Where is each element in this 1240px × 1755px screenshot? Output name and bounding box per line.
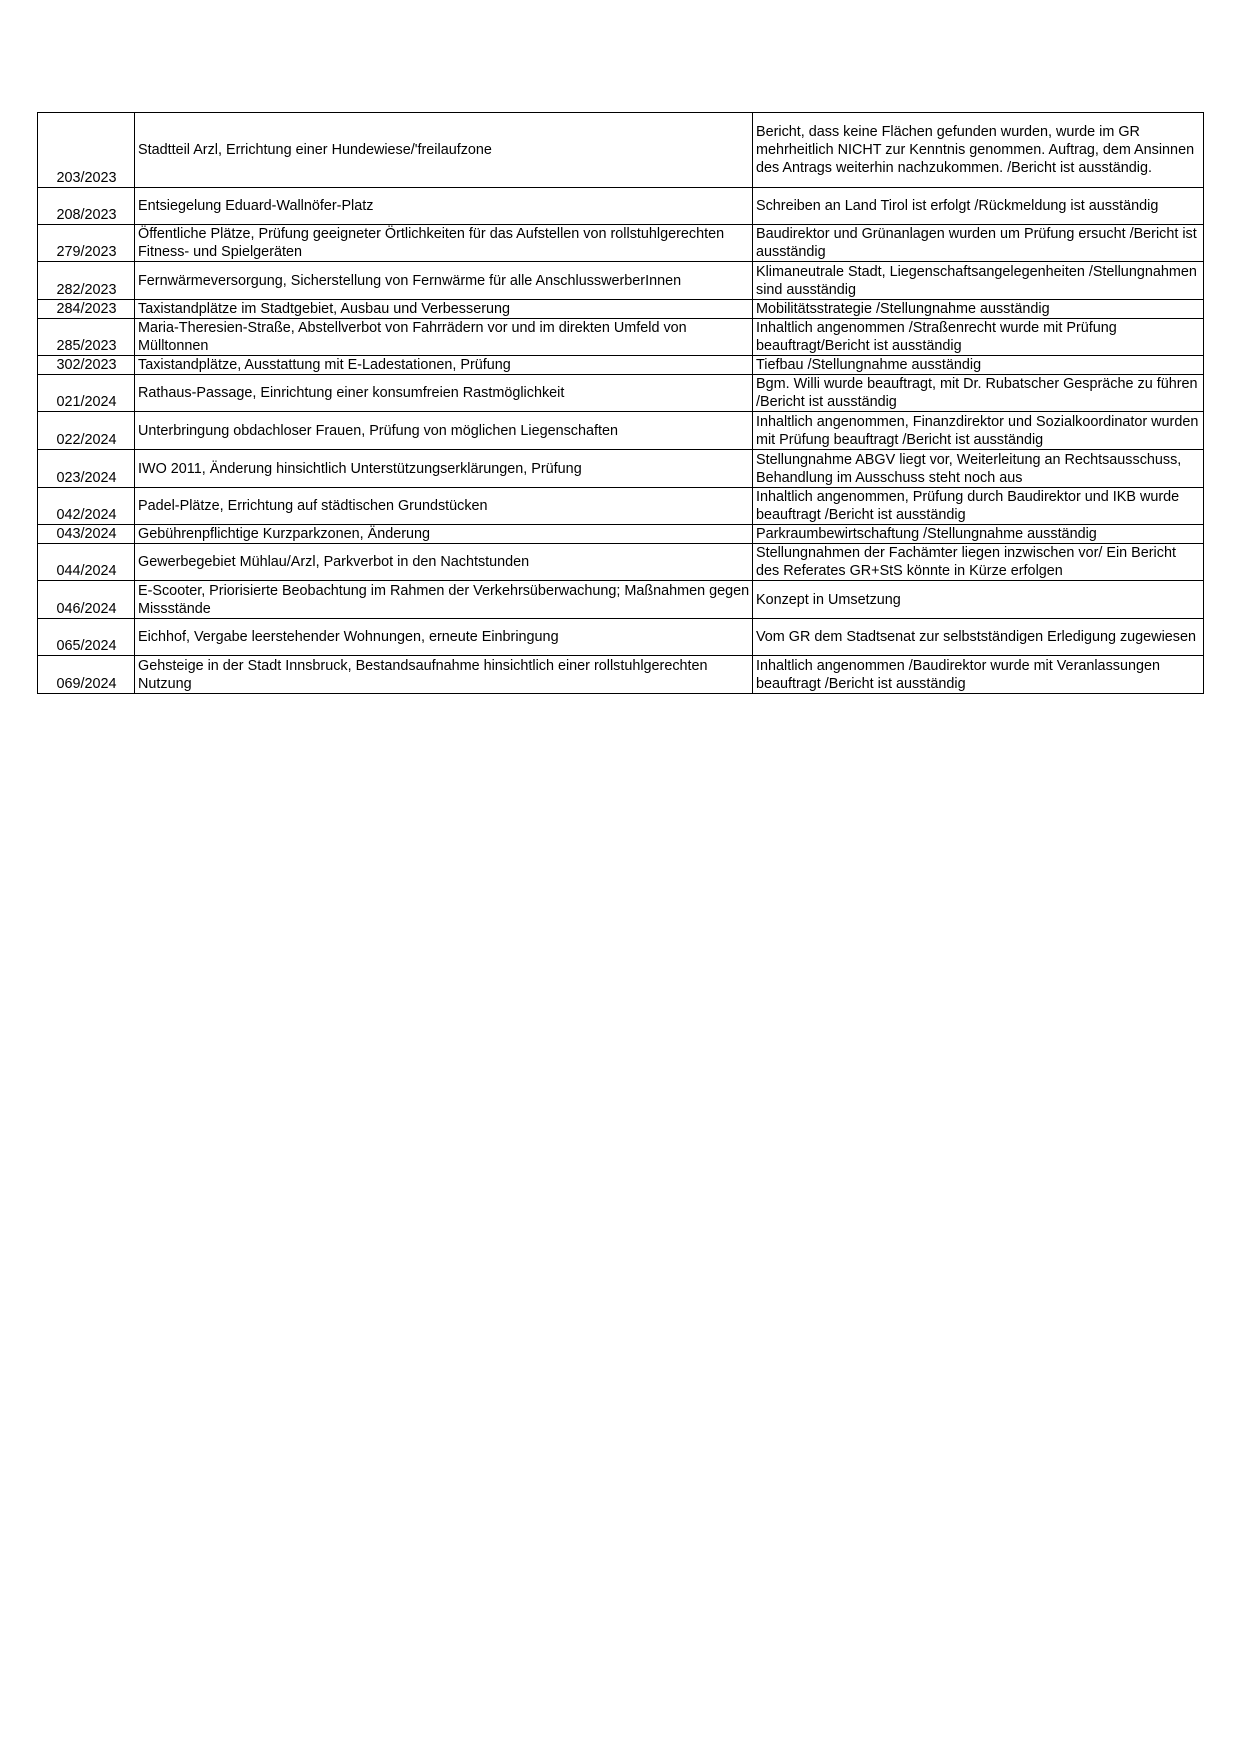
motion-subject: Gebührenpflichtige Kurzparkzonen, Änderung	[135, 525, 753, 544]
motion-number: 044/2024	[38, 544, 135, 581]
motion-number: 279/2023	[38, 225, 135, 262]
motion-subject: Entsiegelung Eduard-Wallnöfer-Platz	[135, 188, 753, 225]
motion-status: Stellungnahmen der Fachämter liegen inzwischen vor/ Ein Bericht des Referates GR+StS könnte in Kürze erfolgen	[753, 544, 1204, 581]
motion-number: 282/2023	[38, 262, 135, 300]
motion-status: Tiefbau /Stellungnahme ausständig	[753, 356, 1204, 375]
motion-status: Vom GR dem Stadtsenat zur selbstständigen Erledigung zugewiesen	[753, 619, 1204, 656]
table-row	[38, 375, 1204, 412]
motion-status: Inhaltlich angenommen /Straßenrecht wurde mit Prüfung beauftragt/Bericht ist ausständig	[753, 319, 1204, 356]
table-row	[38, 450, 1204, 488]
motion-number: 043/2024	[38, 525, 135, 544]
motion-number: 021/2024	[38, 375, 135, 412]
motion-status: Baudirektor und Grünanlagen wurden um Prüfung ersucht /Bericht ist ausständig	[753, 225, 1204, 262]
motion-status: Schreiben an Land Tirol ist erfolgt /Rückmeldung ist ausständig	[753, 188, 1204, 225]
motion-subject: IWO 2011, Änderung hinsichtlich Unterstützungserklärungen, Prüfung	[135, 450, 753, 488]
table-row	[38, 300, 1204, 319]
motion-number: 284/2023	[38, 300, 135, 319]
motion-subject: E-Scooter, Priorisierte Beobachtung im Rahmen der Verkehrsüberwachung; Maßnahmen gegen Missstände	[135, 581, 753, 619]
motion-status: Inhaltlich angenommen /Baudirektor wurde mit Veranlassungen beauftragt /Bericht ist ausständig	[753, 656, 1204, 694]
table-row	[38, 262, 1204, 300]
motion-status: Bericht, dass keine Flächen gefunden wurden, wurde im GR mehrheitlich NICHT zur Kenntnis genommen. Auftrag, dem Ansinnen des Antrags weiterhin nachzukommen. /Bericht ist ausständig.	[753, 113, 1204, 188]
motion-number: 069/2024	[38, 656, 135, 694]
table-row	[38, 581, 1204, 619]
motion-subject: Eichhof, Vergabe leerstehender Wohnungen, erneute Einbringung	[135, 619, 753, 656]
motion-number: 203/2023	[38, 113, 135, 188]
motion-subject: Maria-Theresien-Straße, Abstellverbot von Fahrrädern vor und im direkten Umfeld von Mülltonnen	[135, 319, 753, 356]
table-row	[38, 488, 1204, 525]
motion-subject: Taxistandplätze im Stadtgebiet, Ausbau und Verbesserung	[135, 300, 753, 319]
motion-status: Bgm. Willi wurde beauftragt, mit Dr. Rubatscher Gespräche zu führen /Bericht ist ausständig	[753, 375, 1204, 412]
table-row	[38, 225, 1204, 262]
table-row	[38, 619, 1204, 656]
motion-subject: Taxistandplätze, Ausstattung mit E-Ladestationen, Prüfung	[135, 356, 753, 375]
motion-number: 065/2024	[38, 619, 135, 656]
motion-number: 208/2023	[38, 188, 135, 225]
table-row	[38, 188, 1204, 225]
table-row	[38, 356, 1204, 375]
motion-number: 285/2023	[38, 319, 135, 356]
motion-status: Klimaneutrale Stadt, Liegenschaftsangelegenheiten /Stellungnahmen sind ausständig	[753, 262, 1204, 300]
motion-status: Inhaltlich angenommen, Prüfung durch Baudirektor und IKB wurde beauftragt /Bericht ist ausständig	[753, 488, 1204, 525]
motion-subject: Unterbringung obdachloser Frauen, Prüfung von möglichen Liegenschaften	[135, 412, 753, 450]
table-row	[38, 525, 1204, 544]
motion-subject: Fernwärmeversorgung, Sicherstellung von Fernwärme für alle AnschlusswerberInnen	[135, 262, 753, 300]
motion-number: 042/2024	[38, 488, 135, 525]
motion-number: 302/2023	[38, 356, 135, 375]
motion-number: 022/2024	[38, 412, 135, 450]
table-row	[38, 412, 1204, 450]
table-row	[38, 113, 1204, 188]
motion-status: Konzept in Umsetzung	[753, 581, 1204, 619]
motion-status: Parkraumbewirtschaftung /Stellungnahme ausständig	[753, 525, 1204, 544]
motion-status: Inhaltlich angenommen, Finanzdirektor und Sozialkoordinator wurden mit Prüfung beauftragt /Bericht ist ausständig	[753, 412, 1204, 450]
motion-subject: Öffentliche Plätze, Prüfung geeigneter Örtlichkeiten für das Aufstellen von rollstuhlgerechten Fitness- und Spielgeräten	[135, 225, 753, 262]
table-row	[38, 319, 1204, 356]
motion-number: 023/2024	[38, 450, 135, 488]
motion-subject: Rathaus-Passage, Einrichtung einer konsumfreien Rastmöglichkeit	[135, 375, 753, 412]
motion-status: Mobilitätsstrategie /Stellungnahme ausständig	[753, 300, 1204, 319]
table-row	[38, 544, 1204, 581]
motion-subject: Stadtteil Arzl, Errichtung einer Hundewiese/'freilaufzone	[135, 113, 753, 188]
motions-table	[37, 112, 1204, 694]
motion-subject: Gewerbegebiet Mühlau/Arzl, Parkverbot in den Nachtstunden	[135, 544, 753, 581]
motion-status: Stellungnahme ABGV liegt vor, Weiterleitung an Rechtsausschuss, Behandlung im Ausschuss steht noch aus	[753, 450, 1204, 488]
motion-subject: Gehsteige in der Stadt Innsbruck, Bestandsaufnahme hinsichtlich einer rollstuhlgerechten Nutzung	[135, 656, 753, 694]
table-row	[38, 656, 1204, 694]
motion-subject: Padel-Plätze, Errichtung auf städtischen Grundstücken	[135, 488, 753, 525]
motion-number: 046/2024	[38, 581, 135, 619]
